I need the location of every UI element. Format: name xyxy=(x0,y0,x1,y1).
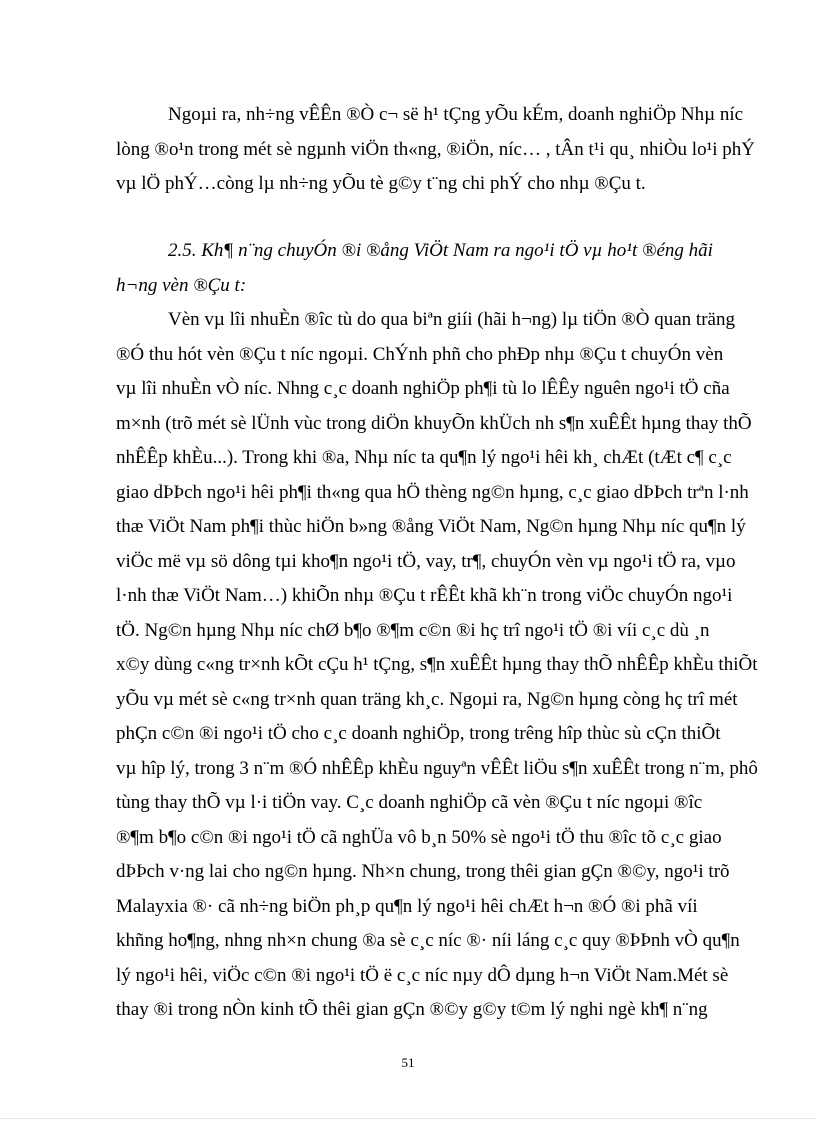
page-number: 51 xyxy=(401,1055,415,1070)
page-bottom-divider xyxy=(0,1118,816,1119)
paragraph-line: lý ngo¹i hêi, viÖc c©n ®i ngo¹i tÖ ë c¸c níc nµy dÔ dµng h¬n ViÖt Nam.Mét sè xyxy=(116,964,729,986)
paragraph-line: lòng ®o¹n trong mét sè ngµnh viÖn th«ng, ®iÖn, níc… , tÂn t¹i qu¸ nhiÒu lo¹i phÝ xyxy=(116,138,756,160)
paragraph-line: tùng thay thÕ vµ l·i tiÖn vay. C¸c doanh nghiÖp cã vèn ®Çu t níc ngoµi ®îc xyxy=(116,792,703,813)
paragraph-line: tÖ. Ng©n hµng Nhµ níc chØ b¶o ®¶m c©n ®i hç trî ngo¹i tÖ ®i víi c¸c dù ¸n xyxy=(116,619,710,641)
paragraph-line: vµ lÖ phÝ…còng lµ nh÷ng yÕu tè g©y t¨ng chi phÝ cho nhµ ®Çu t. xyxy=(116,173,646,194)
paragraph-1 xyxy=(116,98,780,202)
paragraph-line: giao dÞÞch ngo¹i hêi ph¶i th«ng qua hÖ thèng ng©n hµng, c¸c giao dÞÞch trªn l·nh xyxy=(116,481,749,503)
paragraph-2 xyxy=(116,303,780,1028)
paragraph-line: dÞÞch v·ng lai cho ng©n hµng. Nh×n chung, trong thêi gian gÇn ®©y, ngo¹i trõ xyxy=(116,861,730,882)
paragraph-line: x©y dùng c«ng tr×nh kÕt cÇu h¹ tÇng, s¶n xuÊÊt hµng thay thÕ nhÊÊp khÈu thiÕt xyxy=(116,654,758,675)
paragraph-line: viÖc më vµ sö dông tµi kho¶n ngo¹i tÖ, vay, tr¶, chuyÓn vèn vµ ngo¹i tÖ ra, vµo xyxy=(116,550,736,572)
paragraph-line: nhÊÊp khÈu...). Trong khi ®a, Nhµ níc ta qu¶n lý ngo¹i hêi kh¸ chÆt (tÆt c¶ c¸c xyxy=(116,447,732,468)
paragraph-line: khñng ho¶ng, nhng nh×n chung ®a sè c¸c níc ®· níi láng c¸c quy ®ÞÞnh vÒ qu¶n xyxy=(116,930,740,951)
paragraph-line: thæ ViÖt Nam ph¶i thùc hiÖn b»ng ®ång ViÖt Nam, Ng©n hµng Nhµ níc qu¶n lý xyxy=(116,516,746,537)
paragraph-line: l·nh thæ ViÖt Nam…) khiÕn nhµ ®Çu t rÊÊt khã kh¨n trong viÖc chuyÓn ngo¹i xyxy=(116,585,733,606)
paragraph-line: m×nh (trõ mét sè lÜnh vùc trong diÖn khuyÕn khÜch nh s¶n xuÊÊt hµng thay thÕ xyxy=(116,412,752,434)
paragraph-line: vµ hîp lý, trong 3 n¨m ®Ó nhÊÊp khÈu nguyªn vÊÊt liÖu s¶n xuÊÊt trong n¨m, phô xyxy=(116,757,758,779)
paragraph-line: ®Ó thu hót vèn ®Çu t níc ngoµi. ChÝnh phñ cho phÐp nhµ ®Çu t chuyÓn vèn xyxy=(116,343,724,365)
paragraph-line: ®¶m b¶o c©n ®i ngo¹i tÖ cã nghÜa vô b¸n 50% sè ngo¹i tÖ thu ®îc tõ c¸c giao xyxy=(116,826,722,848)
paragraph-line: phÇn c©n ®i ngo¹i tÖ cho c¸c doanh nghiÖp, trong trêng hîp thùc sù cÇn thiÕt xyxy=(116,723,721,744)
heading-line: 2.5. Kh¶ n¨ng chuyÓn ®i ®ång ViÖt Nam ra ngo¹i tÖ vµ ho¹t ®éng hãi xyxy=(168,240,713,261)
paragraph-line: yÕu vµ mét sè c«ng tr×nh quan träng kh¸c. Ngoµi ra, Ng©n hµng còng hç trî mét xyxy=(116,688,738,710)
heading-line: h¬ng vèn ®Çu t: xyxy=(116,274,247,296)
paragraph-line: Malayxia ®· cã nh÷ng biÖn ph¸p qu¶n lý ngo¹i hêi chÆt h¬n ®Ó ®i phã víi xyxy=(116,895,698,917)
paragraph-line: thay ®i trong nÒn kinh tÕ thêi gian gÇn ®©y g©y t©m lý nghi ngè kh¶ n¨ng xyxy=(116,999,708,1020)
paragraph-line: vµ lîi nhuÈn vÒ níc. Nhng c¸c doanh nghiÖp ph¶i tù lo lÊÊy nguên ngo¹i tÖ cña xyxy=(116,378,730,399)
paragraph-line: Vèn vµ lîi nhuÈn ®îc tù do qua biªn giíi (hãi h¬ng) lµ tiÖn ®Ò quan träng xyxy=(168,309,735,330)
section-heading xyxy=(116,234,780,303)
paragraph-line: Ngoµi ra, nh÷ng vÊÊn ®Ò c¬ së h¹ tÇng yÕu kÉm, doanh nghiÖp Nhµ níc xyxy=(168,104,744,125)
